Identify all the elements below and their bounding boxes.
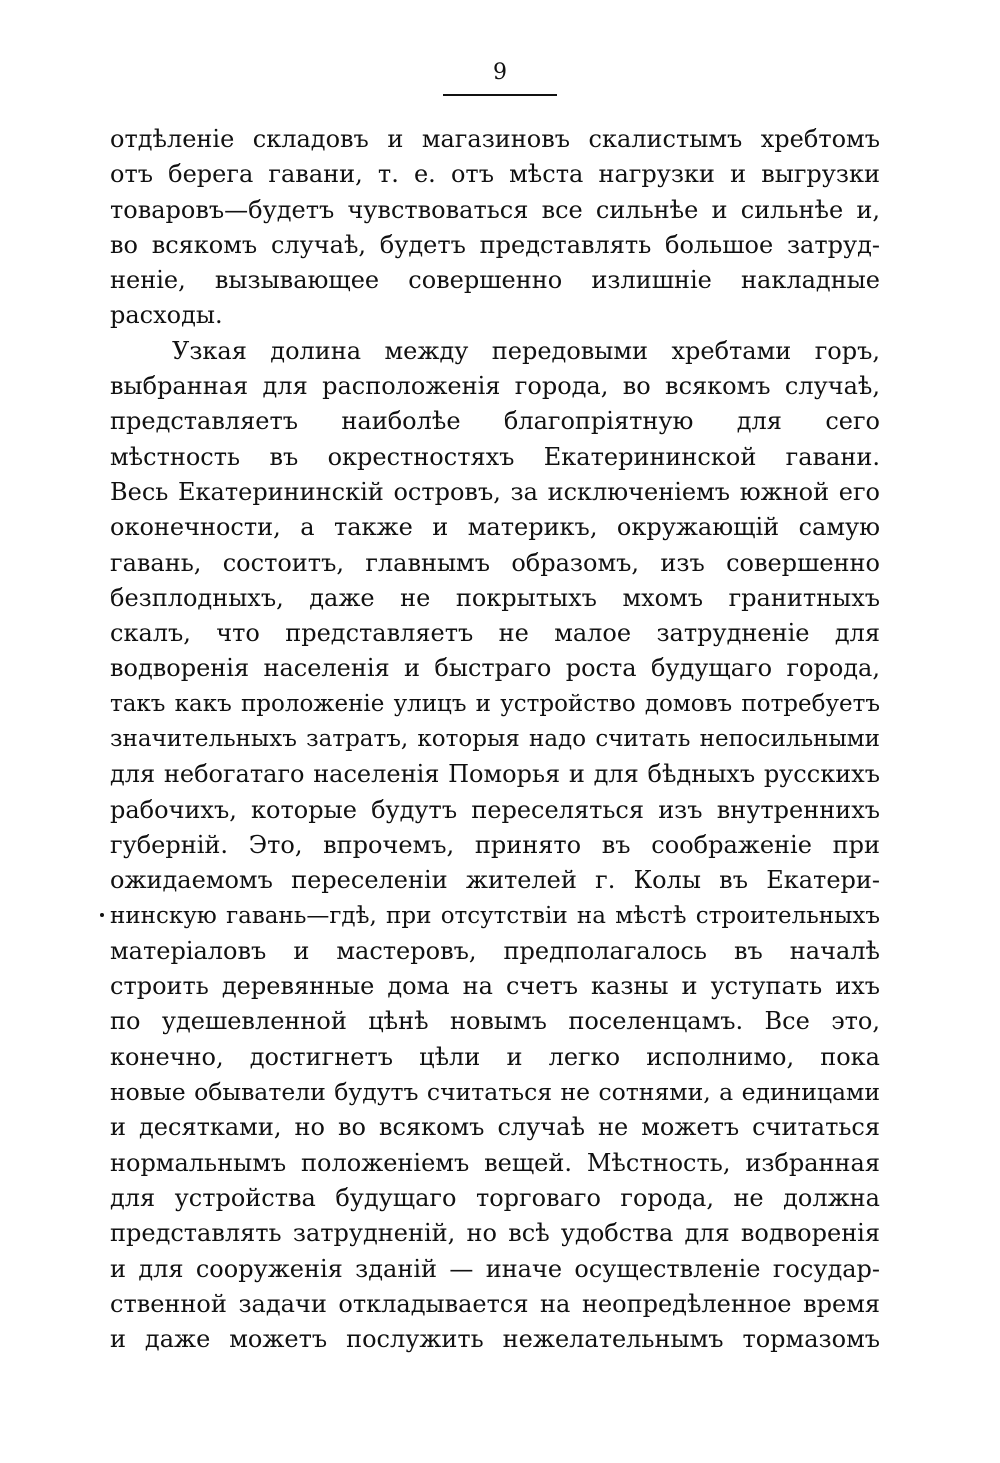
text-line: значительныхъ затратъ, которыя надо считать непосильными bbox=[110, 726, 880, 753]
text-line: новые обыватели будутъ считаться не сотнями, а единицами bbox=[110, 1078, 880, 1107]
text-line: нормальнымъ положеніемъ вещей. Мѣстность, избранная bbox=[110, 1148, 880, 1177]
text-line: и для сооруженія зданій — иначе осуществленіе государ- bbox=[110, 1254, 880, 1283]
text-line: ожидаемомъ переселеніи жителей г. Колы въ Екатери- bbox=[110, 866, 880, 895]
text-line: губерній. Это, впрочемъ, принято въ соображеніе при bbox=[110, 830, 880, 859]
text-line: отъ берега гавани, т. е. отъ мѣста нагрузки и выгрузки bbox=[110, 160, 880, 189]
text-line: отдѣленіе складовъ и магазиновъ скалистымъ хребтомъ bbox=[110, 125, 880, 153]
text-line: расходы. bbox=[110, 301, 223, 330]
text-line: безплодныхъ, даже не покрытыхъ мхомъ гранитныхъ bbox=[110, 583, 880, 612]
page-number-rule bbox=[443, 94, 557, 96]
body-text bbox=[110, 122, 880, 1463]
text-line: выбранная для расположенія города, во всякомъ случаѣ, bbox=[110, 372, 880, 401]
text-line: представлять затрудненій, но всѣ удобства для водворенія bbox=[110, 1219, 880, 1248]
paragraph-2 bbox=[110, 334, 880, 1463]
text-line: матеріаловъ и мастеровъ, предполагалось въ началѣ bbox=[110, 936, 880, 965]
page-number: 9 bbox=[493, 60, 507, 85]
margin-dot bbox=[100, 913, 104, 917]
text-line bbox=[110, 1357, 880, 1392]
text-line: ственной задачи откладывается на неопредѣленное время bbox=[110, 1289, 880, 1318]
text-line: для небогатаго населенія Поморья и для бѣдныхъ русскихъ bbox=[110, 760, 880, 789]
text-line: мѣстность въ окрестностяхъ Екатерининской гавани. bbox=[110, 442, 880, 471]
text-line: скалъ, что представляетъ не малое затрудненіе для bbox=[110, 619, 880, 648]
text-line: неніе, вызывающее совершенно излишніе накладные bbox=[110, 266, 880, 295]
text-line bbox=[110, 1428, 880, 1463]
text-line: конечно, достигнетъ цѣли и легко исполнимо, пока bbox=[110, 1042, 880, 1071]
text-line: оконечности, а также и материкъ, окружающій самую bbox=[110, 513, 880, 542]
text-line: и десятками, но во всякомъ случаѣ не можетъ считаться bbox=[110, 1113, 880, 1142]
text-line: гавань, состоитъ, главнымъ образомъ, изъ совершенно bbox=[110, 548, 880, 577]
text-line: водворенія населенія и быстраго роста будущаго города, bbox=[110, 654, 880, 683]
text-line: представляетъ наиболѣе благопріятную для сего bbox=[110, 407, 880, 436]
text-line: рабочихъ, которые будутъ переселяться изъ внутреннихъ bbox=[110, 795, 880, 824]
text-line: и даже можетъ послужить нежелательнымъ тормазомъ bbox=[110, 1325, 880, 1354]
text-line: нинскую гавань—гдѣ, при отсутствіи на мѣстѣ строительныхъ bbox=[110, 902, 880, 929]
paragraph-1 bbox=[110, 122, 880, 334]
text-line: такъ какъ проложеніе улицъ и устройство домовъ потребуетъ bbox=[110, 690, 880, 717]
text-line: товаровъ—будетъ чувствоваться все сильнѣе и сильнѣе и, bbox=[110, 195, 880, 224]
text-line: Весь Екатерининскій островъ, за исключеніемъ южной его bbox=[110, 477, 880, 506]
text-line: для устройства будущаго торговаго города, не должна bbox=[110, 1183, 880, 1212]
text-line: строить деревянные дома на счетъ казны и уступать ихъ bbox=[110, 972, 880, 1001]
text-line: Узкая долина между передовыми хребтами горъ, bbox=[172, 336, 880, 365]
text-line bbox=[110, 1393, 880, 1428]
text-line: по удешевленной цѣнѣ новымъ поселенцамъ. Все это, bbox=[110, 1007, 880, 1036]
text-line: во всякомъ случаѣ, будетъ представлять большое затруд- bbox=[110, 230, 880, 259]
